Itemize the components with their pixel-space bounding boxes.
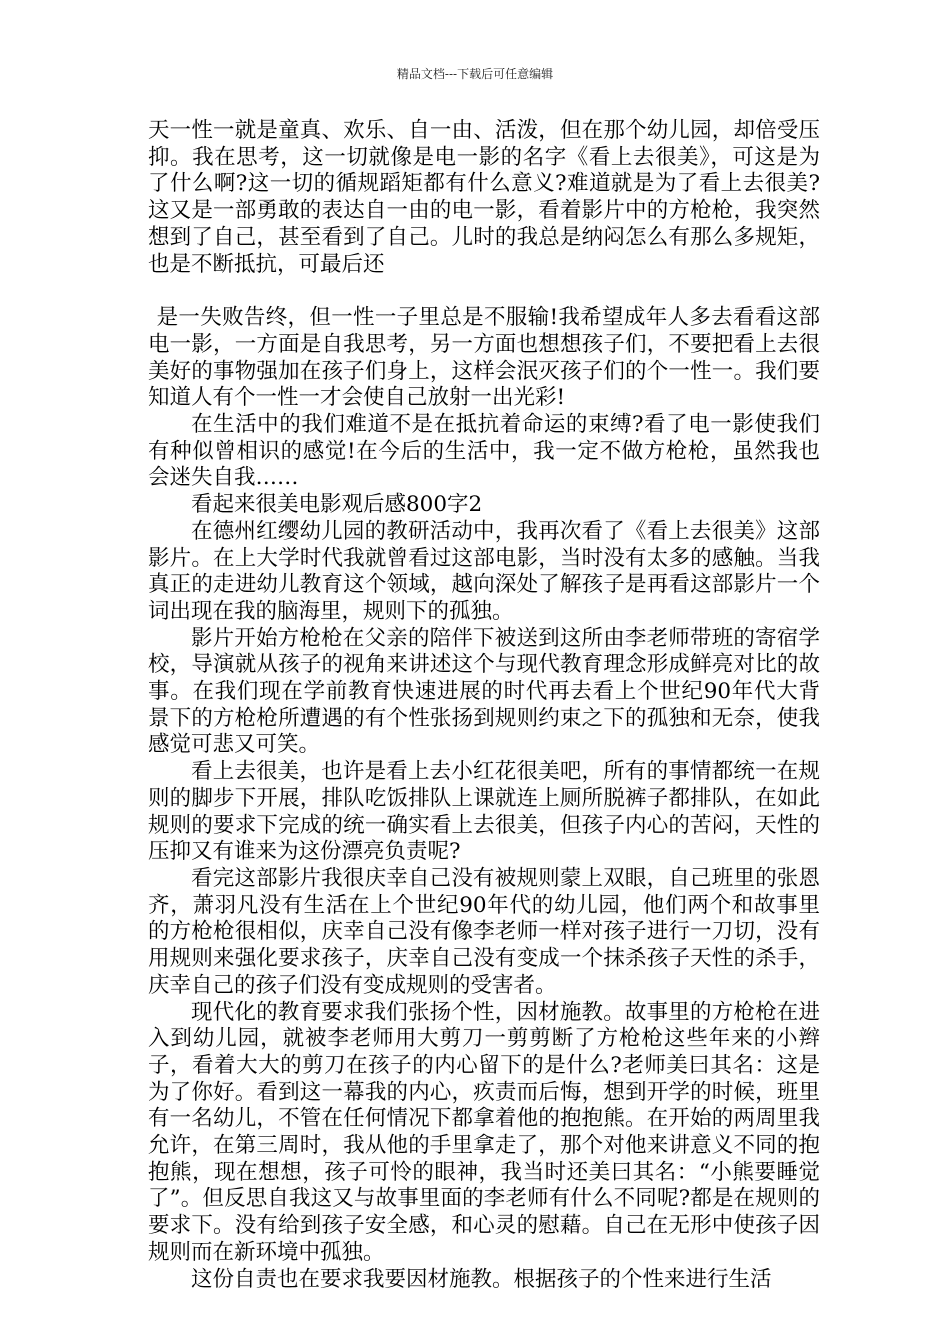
paragraph: 看完这部影片我很庆幸自己没有被规则蒙上双眼，自己班里的张恩齐，萧羽凡没有生活在上个世纪90年代的幼儿园，他们两个和故事里的方枪枪很相似，庆幸自己没有像李老师一样对孩子进行一刀切，没有用规则来强化要求孩子，庆幸自己没有变成一个抹杀孩子天性的杀手，庆幸自己的孩子们没有变成规则的受害者。 [148, 865, 820, 998]
paragraph: 是一失败告终，但一性一子里总是不服输!我希望成年人多去看看这部电一影，一方面是自我思考，另一方面也想想孩子们，不要把看上去很美好的事物强加在孩子们身上，这样会泯灭孩子们的个一性一。我们要知道人有个一性一才会使自己放射一出光彩! [148, 305, 820, 411]
paragraph: 天一性一就是童真、欢乐、自一由、活泼，但在那个幼儿园，却倍受压抑。我在思考，这一切就像是电一影的名字《看上去很美》，可这是为了什么啊?这一切的循规蹈矩都有什么意义?难道就是为了看上去很美?这又是一部勇敢的表达自一由的电一影，看着影片中的方枪枪，我突然想到了自己，甚至看到了自己。儿时的我总是纳闷怎么有那么多规矩，也是不断抵抗，可最后还 [148, 118, 820, 277]
paragraph: 这份自责也在要求我要因材施教。根据孩子的个性来进行生活 [191, 1266, 772, 1292]
page-header: 精品文档---下载后可任意编辑 [396, 67, 554, 81]
paragraph: 在德州红缨幼儿园的教研活动中，我再次看了《看上去很美》这部影片。在上大学时代我就曾看过这部电影，当时没有太多的感触。当我真正的走进幼儿教育这个领域，越向深处了解孩子是再看这部影片一个词出现在我的脑海里，规则下的孤独。 [148, 518, 820, 624]
paragraph: 在生活中的我们难道不是在抵抗着命运的束缚?看了电一影使我们有种似曾相识的感觉!在今后的生活中，我一定不做方枪枪，虽然我也会迷失自我…… [148, 412, 820, 491]
paragraph: 现代化的教育要求我们张扬个性，因材施教。故事里的方枪枪在进入到幼儿园，就被李老师用大剪刀一剪剪断了方枪枪这些年来的小辫子，看着大大的剪刀在孩子的内心留下的是什么?老师美曰其名：这是为了你好。看到这一幕我的内心，疚责而后悔，想到开学的时候，班里有一名幼儿，不管在任何情况下都拿着他的抱抱熊。在开始的两周里我允许，在第三周时，我从他的手里拿走了，那个对他来讲意义不同的抱抱熊，现在想想，孩子可怜的眼神，我当时还美曰其名：“小熊要睡觉了”。但反思自我这又与故事里面的李老师有什么不同呢?都是在规则的要求下。没有给到孩子安全感，和心灵的慰藉。自己在无形中使孩子因规则而在新环境中孤独。 [148, 999, 820, 1265]
document-body [148, 118, 820, 1293]
paragraph: 看上去很美，也许是看上去小红花很美吧，所有的事情都统一在规则的脚步下开展，排队吃饭排队上课就连上厕所脱裤子都排队，在如此规则的要求下完成的统一确实看上去很美，但孩子内心的苦闷，天性的压抑又有谁来为这份漂亮负责呢? [148, 759, 820, 865]
section-heading: 看起来很美电影观后感800字2 [191, 492, 483, 518]
paragraph: 影片开始方枪枪在父亲的陪伴下被送到这所由李老师带班的寄宿学校，导演就从孩子的视角来讲述这个与现代教育理念形成鲜亮对比的故事。在我们现在学前教育快速进展的时代再去看上个世纪90年代大背景下的方枪枪所遭遇的有个性张扬到规则约束之下的孤独和无奈，使我感觉可悲又可笑。 [148, 625, 820, 758]
